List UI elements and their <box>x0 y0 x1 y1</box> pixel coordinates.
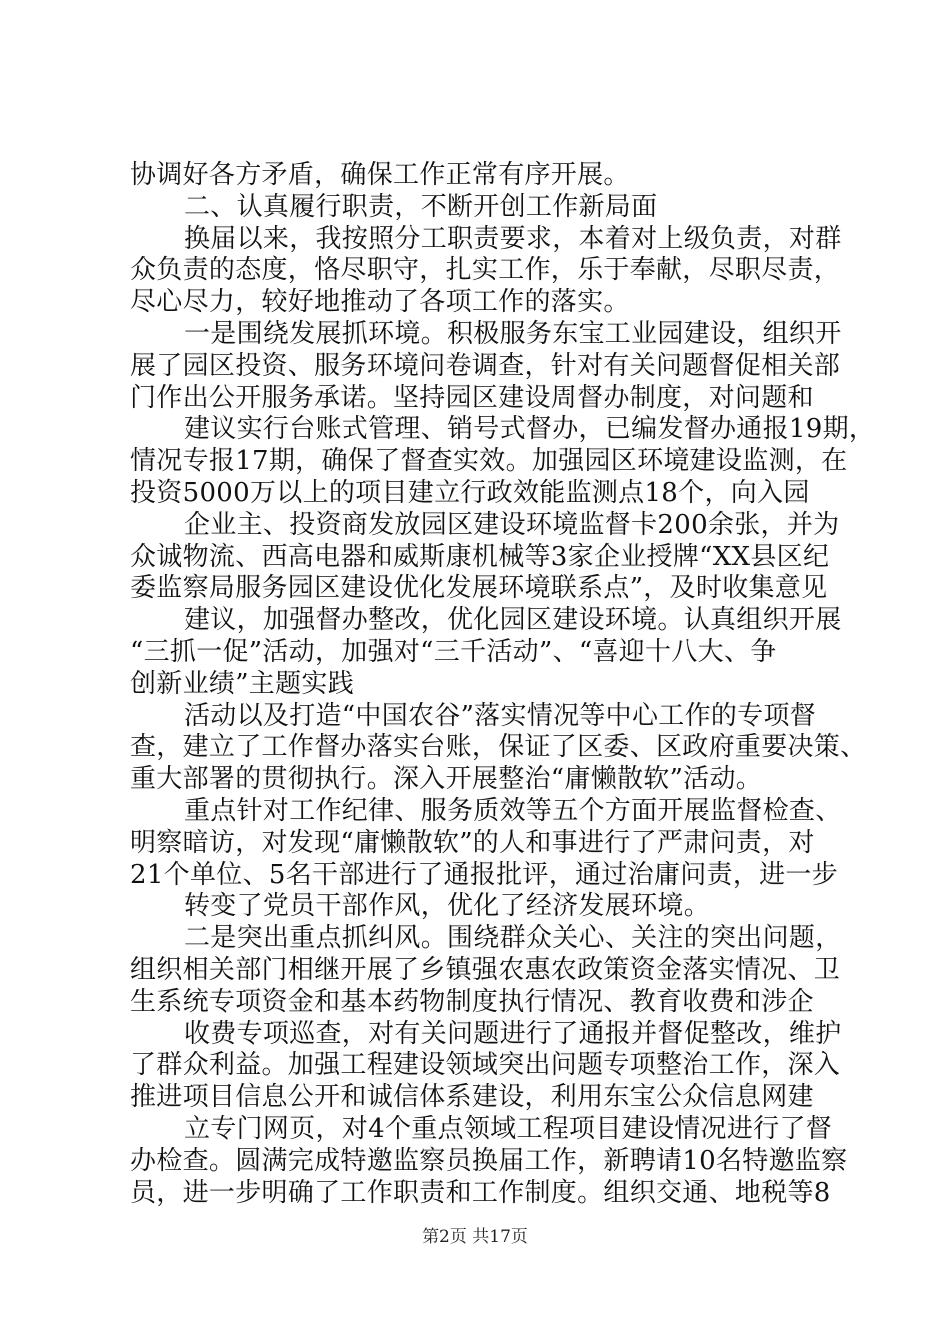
text-line: 二、认真履行职责，不断开创工作新局面 <box>184 191 658 222</box>
text-line: 重大部署的贯彻执行。深入开展整治“庸懒散软”活动。 <box>130 764 763 795</box>
document-body <box>130 160 876 1209</box>
text-line: 换届以来，我按照分工职责要求，本着对上级负责，对群 <box>184 223 842 254</box>
text-line: 组织相关部门相继开展了乡镇强农惠农政策资金落实情况、卫 <box>130 954 841 985</box>
text-line: 展了园区投资、服务环境问卷调查，针对有关问题督促相关部 <box>130 350 841 381</box>
text-line: 推进项目信息公开和诚信体系建设，利用东宝公众信息网建 <box>130 1082 814 1113</box>
text-line: 众负责的态度，恪尽职守，扎实工作，乐于奉献，尽职尽责， <box>130 255 841 286</box>
text-line: 众诚物流、西高电器和威斯康机械等3家企业授牌“XX县区纪 <box>130 541 830 572</box>
text-line: 建议实行台账式管理、销号式督办，已编发督办通报19期， <box>184 414 876 445</box>
page-number-footer: 第2页 共17页 <box>422 1227 528 1247</box>
text-line: 生系统专项资金和基本药物制度执行情况、教育收费和涉企 <box>130 986 814 1017</box>
text-line: 了群众利益。加强工程建设领域突出问题专项整治工作，深入 <box>130 1050 841 1081</box>
text-line: 情况专报17期，确保了督查实效。加强园区环境建设监测，在 <box>130 446 848 477</box>
text-line: 创新业绩”主题实践 <box>130 668 354 699</box>
text-line: 转变了党员干部作风，优化了经济发展环境。 <box>184 891 711 922</box>
text-line: 查，建立了工作督办落实台账，保证了区委、区政府重要决策、 <box>130 732 867 763</box>
text-line: 员，进一步明确了工作职责和工作制度。组织交通、地税等8 <box>130 1177 831 1208</box>
text-line: 重点针对工作纪律、服务质效等五个方面开展监督检查、 <box>184 795 842 826</box>
text-line: 二是突出重点抓纠风。围绕群众关心、关注的突出问题， <box>184 923 842 954</box>
text-line: 尽心尽力，较好地推动了各项工作的落实。 <box>130 287 630 318</box>
text-line: 委监察局服务园区建设优化发展环境联系点”，及时收集意见 <box>130 573 828 604</box>
text-line: 门作出公开服务承诺。坚持园区建设周督办制度，对问题和 <box>130 382 814 413</box>
text-line: 活动以及打造“中国农谷”落实情况等中心工作的专项督 <box>184 700 817 731</box>
text-line: 办检查。圆满完成特邀监察员换届工作，新聘请10名特邀监察 <box>130 1145 848 1176</box>
text-line: 收费专项巡查，对有关问题进行了通报并督促整改，维护 <box>184 1018 842 1049</box>
text-line: 立专门网页，对4个重点领域工程项目建设情况进行了督 <box>184 1113 833 1144</box>
text-line: 投资5000万以上的项目建立行政效能监测点18个，向入园 <box>130 477 810 508</box>
text-line: “三抓一促”活动，加强对“三千活动”、“喜迎十八大、争 <box>130 636 777 667</box>
text-line: 明察暗访，对发现“庸懒散软”的人和事进行了严肃问责，对 <box>130 827 815 858</box>
text-line: 协调好各方矛盾，确保工作正常有序开展。 <box>130 160 630 190</box>
text-line: 21个单位、5名干部进行了通报批评，通过治庸问责，进一步 <box>130 859 839 890</box>
text-line: 企业主、投资商发放园区建设环境监督卡200余张，并为 <box>184 509 840 540</box>
text-line: 建议，加强督办整改，优化园区建设环境。认真组织开展 <box>184 605 842 636</box>
text-line: 一是围绕发展抓环境。积极服务东宝工业园建设，组织开 <box>184 318 842 349</box>
